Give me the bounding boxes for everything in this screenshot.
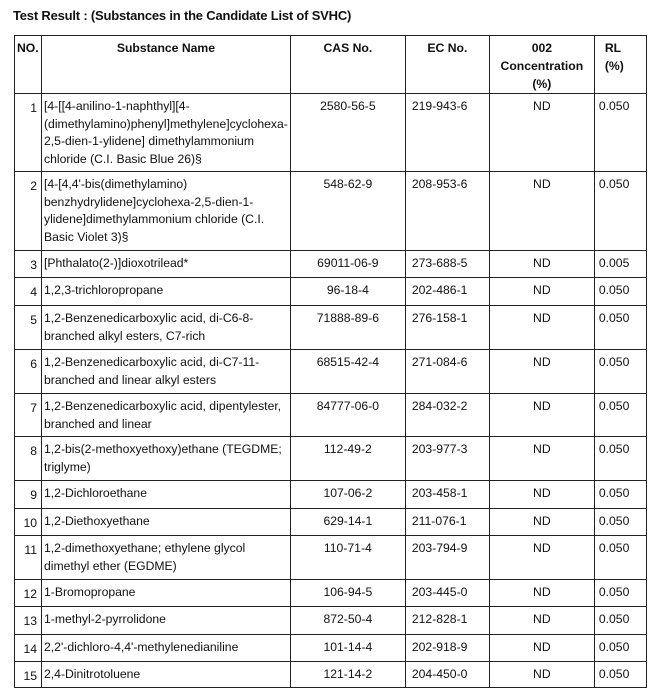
cas-number: 112-49-2 [290, 437, 405, 481]
row-number: 13 [15, 607, 42, 635]
concentration-value: ND [489, 306, 594, 350]
row-number: 14 [15, 635, 42, 662]
substance-name: 1,2,3-trichloropropane [42, 278, 291, 306]
reporting-limit: 0.050 [594, 607, 646, 635]
row-number: 9 [15, 481, 42, 509]
reporting-limit: 0.050 [594, 481, 646, 509]
row-number: 8 [15, 437, 42, 481]
concentration-value: ND [489, 635, 594, 662]
header-rl-line1: RL [604, 41, 622, 55]
concentration-value: ND [489, 94, 594, 172]
row-number: 12 [15, 580, 42, 607]
table-row [15, 278, 647, 306]
row-number: 2 [15, 172, 42, 251]
reporting-limit: 0.050 [594, 306, 646, 350]
ec-number: 211-076-1 [405, 509, 489, 536]
cas-number: 96-18-4 [290, 278, 405, 306]
substance-name: 2,4-Dinitrotoluene [42, 662, 291, 688]
cas-number: 101-14-4 [290, 635, 405, 662]
header-concentration-line2: Concentration [500, 59, 584, 73]
concentration-value: ND [489, 251, 594, 278]
substance-name: 1,2-Dichloroethane [42, 481, 291, 509]
reporting-limit: 0.050 [594, 350, 646, 394]
row-number: 5 [15, 306, 42, 350]
ec-number: 202-486-1 [405, 278, 489, 306]
cas-number: 106-94-5 [290, 580, 405, 607]
table-row [15, 350, 647, 394]
ec-number: 204-450-0 [405, 662, 489, 688]
concentration-value: ND [489, 662, 594, 688]
substance-name: 1-methyl-2-pyrrolidone [42, 607, 291, 635]
ec-number: 271-084-6 [405, 350, 489, 394]
page-title: Test Result : (Substances in the Candidate List of SVHC) [13, 8, 352, 23]
table-row [15, 580, 647, 607]
reporting-limit: 0.050 [594, 536, 646, 580]
concentration-value: ND [489, 394, 594, 437]
cas-number: 548-62-9 [290, 172, 405, 251]
table-row [15, 509, 647, 536]
reporting-limit: 0.050 [594, 94, 646, 172]
table-row [15, 251, 647, 278]
cas-number: 84777-06-0 [290, 394, 405, 437]
header-no: NO. [15, 36, 42, 94]
concentration-value: ND [489, 350, 594, 394]
table-header-row [15, 36, 647, 94]
reporting-limit: 0.050 [594, 172, 646, 251]
cas-number: 71888-89-6 [290, 306, 405, 350]
reporting-limit: 0.050 [594, 662, 646, 688]
ec-number: 203-977-3 [405, 437, 489, 481]
cas-number: 110-71-4 [290, 536, 405, 580]
table-body [15, 94, 647, 688]
ec-number: 273-688-5 [405, 251, 489, 278]
header-rl [594, 36, 646, 94]
svhc-results-table [14, 35, 647, 688]
concentration-value: ND [489, 481, 594, 509]
concentration-value: ND [489, 172, 594, 251]
reporting-limit: 0.050 [594, 437, 646, 481]
concentration-value: ND [489, 278, 594, 306]
cas-number: 2580-56-5 [290, 94, 405, 172]
table-row [15, 437, 647, 481]
concentration-value: ND [489, 607, 594, 635]
concentration-value: ND [489, 437, 594, 481]
table-row [15, 607, 647, 635]
cas-number: 69011-06-9 [290, 251, 405, 278]
table-row [15, 172, 647, 251]
reporting-limit: 0.050 [594, 278, 646, 306]
row-number: 6 [15, 350, 42, 394]
substance-name: 1,2-bis(2-methoxyethoxy)ethane (TEGDME; triglyme) [42, 437, 291, 481]
table-row [15, 306, 647, 350]
substance-name: 1,2-Diethoxyethane [42, 509, 291, 536]
ec-number: 202-918-9 [405, 635, 489, 662]
reporting-limit: 0.050 [594, 394, 646, 437]
cas-number: 629-14-1 [290, 509, 405, 536]
row-number: 1 [15, 94, 42, 172]
header-rl-line2: (%) [604, 59, 624, 73]
reporting-limit: 0.050 [594, 509, 646, 536]
table-row [15, 635, 647, 662]
row-number: 7 [15, 394, 42, 437]
cas-number: 872-50-4 [290, 607, 405, 635]
row-number: 3 [15, 251, 42, 278]
ec-number: 212-828-1 [405, 607, 489, 635]
substance-name: [4-[4,4'-bis(dimethylamino) benzhydrylidene]cyclohexa-2,5-dien-1-ylidene]dimethylammonium chloride (C.I. Basic Violet 3)§ [42, 172, 291, 251]
table-row [15, 394, 647, 437]
table-row [15, 536, 647, 580]
concentration-value: ND [489, 536, 594, 580]
ec-number: 276-158-1 [405, 306, 489, 350]
header-concentration-line3: (%) [532, 77, 552, 91]
row-number: 11 [15, 536, 42, 580]
row-number: 10 [15, 509, 42, 536]
substance-name: 2,2'-dichloro-4,4'-methylenedianiline [42, 635, 291, 662]
substance-name: 1-Bromopropane [42, 580, 291, 607]
cas-number: 121-14-2 [290, 662, 405, 688]
table-row [15, 662, 647, 688]
header-ec-no: EC No. [405, 36, 489, 94]
substance-name: 1,2-dimethoxyethane; ethylene glycol dimethyl ether (EGDME) [42, 536, 291, 580]
ec-number: 219-943-6 [405, 94, 489, 172]
reporting-limit: 0.005 [594, 251, 646, 278]
ec-number: 203-794-9 [405, 536, 489, 580]
ec-number: 208-953-6 [405, 172, 489, 251]
ec-number: 284-032-2 [405, 394, 489, 437]
substance-name: 1,2-Benzenedicarboxylic acid, di-C7-11-branched and linear alkyl esters [42, 350, 291, 394]
header-concentration-line1: 002 [531, 41, 553, 55]
header-substance-name: Substance Name [42, 36, 291, 94]
header-cas-no: CAS No. [290, 36, 405, 94]
reporting-limit: 0.050 [594, 635, 646, 662]
table-row [15, 481, 647, 509]
table-row [15, 94, 647, 172]
substance-name: 1,2-Benzenedicarboxylic acid, dipentylester, branched and linear [42, 394, 291, 437]
cas-number: 68515-42-4 [290, 350, 405, 394]
row-number: 4 [15, 278, 42, 306]
substance-name: [Phthalato(2-)]dioxotrilead* [42, 251, 291, 278]
ec-number: 203-445-0 [405, 580, 489, 607]
substance-name: [4-[[4-anilino-1-naphthyl][4-(dimethylamino)phenyl]methylene]cyclohexa-2,5-dien-1-ylidene] dimethylammonium chloride (C.I. Basic Blue 26)§ [42, 94, 291, 172]
concentration-value: ND [489, 580, 594, 607]
concentration-value: ND [489, 509, 594, 536]
ec-number: 203-458-1 [405, 481, 489, 509]
header-concentration [489, 36, 594, 94]
substance-name: 1,2-Benzenedicarboxylic acid, di-C6-8-branched alkyl esters, C7-rich [42, 306, 291, 350]
cas-number: 107-06-2 [290, 481, 405, 509]
reporting-limit: 0.050 [594, 580, 646, 607]
row-number: 15 [15, 662, 42, 688]
